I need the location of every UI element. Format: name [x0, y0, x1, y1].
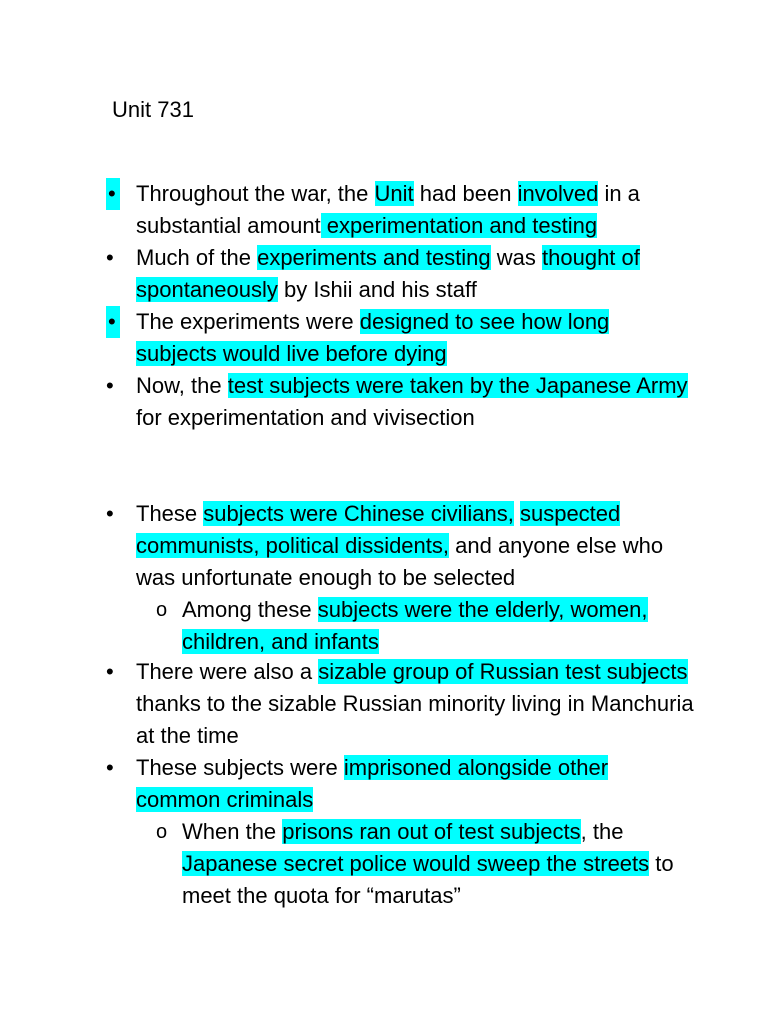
- body-text: When the: [182, 819, 283, 844]
- highlighted-text: experimentation and testing: [320, 213, 598, 238]
- bullet-icon: •: [106, 501, 114, 526]
- highlighted-text: subjects were Chinese civilians,: [203, 501, 514, 526]
- highlighted-text: Japanese secret police would sweep the streets: [182, 851, 650, 876]
- highlighted-text: involved: [517, 181, 599, 206]
- body-text: Now, the: [136, 373, 228, 398]
- body-text: had been: [413, 181, 518, 206]
- highlighted-text: experiments and testing: [257, 245, 491, 270]
- body-text: Much of the: [136, 245, 258, 270]
- body-text: in a substantial amount: [136, 181, 640, 238]
- list-item: [156, 594, 682, 658]
- highlighted-text: designed to see how long subjects would live before dying: [136, 309, 610, 366]
- list-item: [156, 816, 682, 912]
- body-text: , the: [580, 819, 624, 844]
- body-text: There were also a: [136, 659, 319, 684]
- highlighted-text: subjects were the elderly, women, children, and infants: [182, 597, 648, 654]
- list-item: [106, 498, 696, 594]
- body-text: Throughout the war, the: [136, 181, 375, 206]
- body-text: and anyone else who was unfortunate enough to be selected: [136, 533, 664, 590]
- highlighted-text: suspected communists, political dissidents,: [136, 501, 621, 558]
- highlighted-text: imprisoned alongside other common criminals: [136, 755, 609, 812]
- body-text: was: [490, 245, 543, 270]
- list-item: [108, 178, 696, 242]
- list-item: [106, 370, 696, 434]
- bullet-icon: •: [106, 373, 114, 398]
- list-item: [106, 656, 696, 752]
- highlighted-text: Unit: [374, 181, 414, 206]
- body-text: by Ishii and his staff: [277, 277, 477, 302]
- bullet-icon: •: [106, 245, 114, 270]
- body-text: Among these: [182, 597, 318, 622]
- highlighted-text: thought of spontaneously: [136, 245, 640, 302]
- list-item: [106, 242, 696, 306]
- page-title: Unit 731: [112, 97, 194, 122]
- list-item: [106, 752, 696, 816]
- sub-bullet-icon: o: [156, 599, 168, 621]
- list-item: [108, 306, 696, 370]
- body-text: These: [136, 501, 204, 526]
- body-text: for experimentation and vivisection: [136, 405, 475, 430]
- body-text: The experiments were: [136, 309, 360, 334]
- bullet-icon: •: [106, 178, 120, 210]
- highlighted-text: sizable group of Russian test subjects: [318, 659, 688, 684]
- body-text: These subjects were: [136, 755, 344, 780]
- bullet-icon: •: [106, 659, 114, 684]
- highlighted-text: prisons ran out of test subjects: [282, 819, 581, 844]
- highlighted-text: test subjects were taken by the Japanese Army: [227, 373, 688, 398]
- bullet-icon: •: [106, 755, 114, 780]
- sub-bullet-icon: o: [156, 821, 168, 843]
- body-text: thanks to the sizable Russian minority living in Manchuria at the time: [136, 691, 694, 748]
- body-text: to meet the quota for “marutas”: [182, 851, 674, 908]
- bullet-icon: •: [106, 306, 120, 338]
